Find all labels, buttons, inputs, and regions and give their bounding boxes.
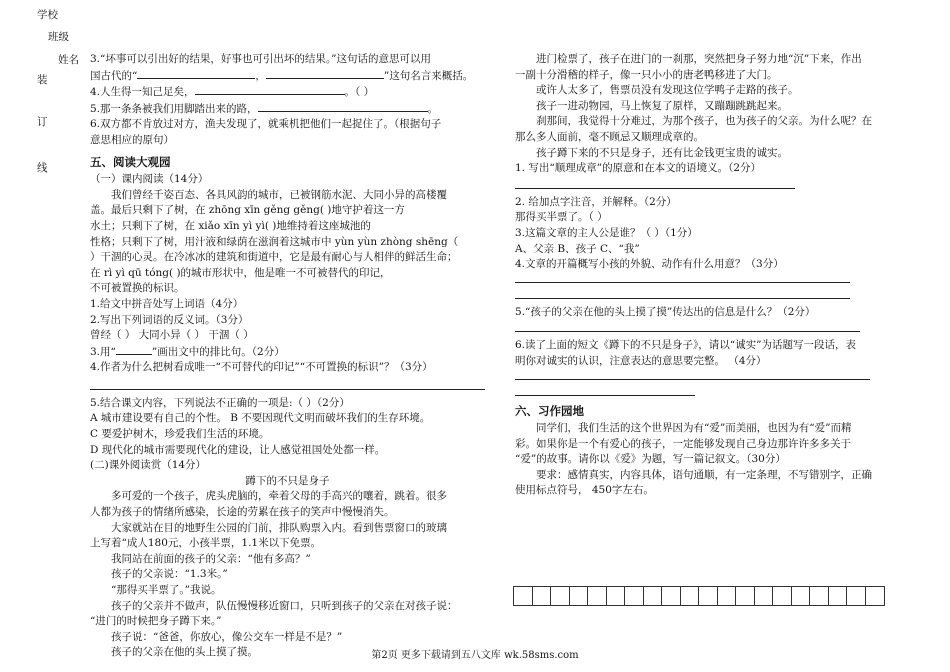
reading-question-5: 5.结合课文内容，下列说法不正确的一项是:（ ）（2分） [90, 396, 350, 409]
answer-blank[interactable] [116, 344, 152, 355]
grid-cell[interactable] [718, 587, 737, 605]
antonym-words: 曾经（ ） 大同小异（ ） 干涸（ ） [90, 329, 254, 342]
reading-question-1: 1.给文中拼音处写上词语（4分） [90, 297, 244, 310]
answer-line[interactable] [515, 370, 870, 380]
story-line: 人都为孩子的情绪所感染，长途的劳累在孩子的笑声中慢慢消失。 [90, 506, 395, 519]
grid-cell[interactable] [866, 587, 885, 605]
question-3-line2: 国古代的“ ， ”这句名言来概括。 [90, 69, 474, 82]
grid-cell[interactable] [847, 587, 866, 605]
passage-line: ）干涸的心灵。在冷冰冰的建筑和街道中，它是最有耐心与人相伴的鲜活生命； [90, 251, 458, 264]
grid-cell[interactable] [829, 587, 848, 605]
story-line: 多可爱的一个孩子，虎头虎脑的，牵着父母的手高兴的嚷着，跳着。很多 [111, 490, 447, 503]
reading-question-4: 4.作者为什么把树看成唯一“不可替代的印记”“不可置换的标识”？（3分） [90, 361, 433, 374]
binding-mark-zhuang: 装 [37, 74, 48, 86]
story-line: 孩子的父亲说：“1.3米。” [111, 568, 228, 581]
answer-line[interactable] [515, 386, 695, 396]
binding-mark-ding: 订 [37, 116, 48, 128]
passage-line: 盖。最后只剩下了树，在 zhōng xīn gěng gěng( )地守护着这一方 [90, 204, 405, 217]
story-line: 孩子蹲下来的不只是身子，还有比金钱更宝贵的诚实。 [536, 146, 788, 159]
story-line: 孩子说：“爸爸，你放心，像公交车一样是不是？” [111, 630, 343, 643]
composition-grid[interactable] [513, 586, 885, 606]
grid-cell[interactable] [699, 587, 718, 605]
question-6-line1: 6.双方都不肯放过对方，渔夫发现了，就乘机把他们一起捉住了。（根据句子 [90, 118, 442, 131]
label-class: 班级 [48, 31, 69, 43]
passage-line: 在 rì yì qū tóng( )的城市形状中，他是唯一不可被替代的印记， [90, 266, 391, 279]
reading-question-3: 3.用“ ”画出文中的排比句。（2分） [90, 345, 285, 358]
label-school: 学校 [37, 9, 58, 21]
answer-line[interactable] [515, 273, 850, 283]
story-question-1: 1. 写出“顺理成章”的原意和在本文的语境义。（2分） [515, 162, 762, 175]
subsection-extra-reading: (二)课外阅读赏（14分） [90, 459, 207, 472]
story-line: 进门检票了，孩子在进门的一刹那，突然把身子努力地“沉”下来，作出 [536, 53, 862, 65]
grid-cell[interactable] [736, 587, 755, 605]
answer-line[interactable] [515, 289, 850, 299]
grid-cell[interactable] [644, 587, 663, 605]
section-5-title: 五、阅读大观园 [90, 154, 171, 169]
answer-line[interactable] [515, 322, 860, 332]
story-question-4: 4.文章的开篇概写小孩的外貌、动作有什么用意？（3分） [515, 258, 784, 271]
answer-line[interactable] [515, 179, 795, 189]
grid-cell[interactable] [681, 587, 700, 605]
composition-prompt: 彩。如果你是一个有爱心的孩子，一定能够发现自己身边那许许多多关于 [515, 437, 851, 450]
right-column [515, 52, 893, 499]
story-line: “那得买半票了。”我说。 [111, 584, 222, 596]
subsection-in-class-reading: （一）课内阅读（14分） [90, 173, 209, 186]
passage-line: 性格；只剩下了树，用汁液和绿荫在滋润着这城市中 yùn yùn zhòng shēng（ [90, 235, 459, 248]
left-column [90, 52, 485, 661]
story-line: 上写着“成人180元，小孩半票，1.1米以下免票。 [90, 537, 322, 550]
story-line: 或许人太多了，售票员没有发现这位学鸭子走路的孩子。 [536, 84, 799, 97]
story-title: 蹲下的不只是身子 [245, 474, 330, 487]
answer-blank[interactable] [137, 68, 255, 79]
story-line: 刹那间，我觉得十分难过，为那个孩子，也为孩子的父亲。为什么呢？在 [536, 115, 872, 128]
story-question-5: 5.“孩子的父亲在他的头上摸了摸”传达出的信息是什么？（2分） [515, 305, 816, 318]
story-question-3: 3.这篇文章的主人公是谁？（ ）（1分） [515, 226, 698, 239]
story-line: 大家就站在目的地野生公园的门前，排队购票入内。看到售票窗口的玻璃 [111, 521, 447, 534]
story-line: 一副十分滑稽的样子，像一只小小的唐老鸭移进了大门。 [515, 68, 778, 81]
story-line: 那么多人面前，毫不顾忌又顺理成章的。 [515, 130, 704, 143]
grid-cell[interactable] [755, 587, 774, 605]
page-footer: 第2页 更多下载请到五八文库 wk.58sms.com [371, 650, 579, 661]
option-a-b: A 城市建设要有自己的个性。 B 不要因现代文明而破坏我们的生存环境。 [90, 412, 431, 425]
grid-cell[interactable] [607, 587, 626, 605]
binding-mark-xian: 线 [37, 162, 48, 174]
reading-question-2: 2.写出下列词语的反义词。（3分） [90, 313, 249, 326]
answer-blank[interactable] [195, 84, 345, 95]
section-6-title: 六、习作园地 [515, 403, 584, 418]
grid-cell[interactable] [533, 587, 552, 605]
grid-cell[interactable] [773, 587, 792, 605]
answer-blank[interactable] [266, 68, 384, 79]
question-6-line2: 意思相应的原句） [90, 133, 174, 146]
story-question-6-line2: 明你对诚实的认识，注意表达的意思要完整。 （4分） [515, 354, 767, 367]
answer-blank[interactable] [258, 101, 428, 112]
composition-prompt: “爱”的故事。请你以《爱》为题，写一篇记叙文。（30分） [515, 453, 786, 466]
composition-requirements: 使用标点符号， 450字左右。 [515, 484, 654, 497]
story-line: 孩子的父亲并不做声，队伍慢慢移近窗口，只听到孩子的父亲在对孩子说： [111, 599, 458, 612]
passage-line: 我们曾经千姿百态、各具风韵的城市，已被钢筋水泥、大同小异的高楼覆 [111, 188, 447, 201]
answer-line[interactable] [90, 380, 485, 390]
story-line: 孩子一进动物园，马上恢复了原样，又蹦蹦跳跳起来。 [536, 99, 788, 112]
grid-cell[interactable] [514, 587, 533, 605]
story-line: “进门的时候把身子蹲下来。” [90, 615, 222, 628]
story-question-2: 2. 给加点字注音，并解释。（2分） [515, 195, 677, 208]
label-name: 姓名 [58, 54, 79, 66]
story-question-2-sentence: 那得买半票了。（ ） [515, 211, 608, 224]
composition-prompt: 同学们，我们生活的这个世界因为有“爱”而美丽，也因为有“爱”而精 [536, 422, 852, 435]
question-3-line1: 3.“坏事可以引出好的结果，好事也可引出坏的结果。”这句话的意思可以用 [90, 53, 432, 65]
story-line: 孩子的父亲在他的头上摸了摸。 [111, 646, 258, 659]
grid-cell[interactable] [625, 587, 644, 605]
question-4: 4.人生得一知己足矣， 。（ ） [90, 86, 375, 99]
grid-cell[interactable] [551, 587, 570, 605]
grid-cell[interactable] [570, 587, 589, 605]
grid-cell[interactable] [662, 587, 681, 605]
grid-cell[interactable] [810, 587, 829, 605]
passage-line: 水土；只剩下了树，在 xiǎo xīn yì yì( )地维持着这座城池的 [90, 219, 371, 232]
story-question-3-options: A、父亲 B、孩子 C、“我” [515, 242, 640, 255]
story-question-6-line1: 6.读了上面的短文《蹲下的不只是身子》，请以“诚实”为话题写一段话，表 [515, 339, 857, 352]
composition-requirements: 要求：感情真实，内容具体，语句通顺，有一定条理，不写错别字，正确 [536, 468, 872, 481]
option-c: C 要爱护树木，珍爱我们生活的环境。 [90, 428, 270, 441]
passage-line: 不可被置换的标识。 [90, 282, 185, 295]
option-d: D 现代化的城市需要现代化的建设，让人感觉祖国处处都一样。 [90, 443, 386, 456]
grid-cell[interactable] [792, 587, 811, 605]
grid-cell[interactable] [588, 587, 607, 605]
story-line: 我同站在前面的孩子的父亲：“他有多高？” [111, 552, 311, 565]
question-5: 5.那一条条被我们用脚踏出来的路， 。 [90, 102, 439, 115]
